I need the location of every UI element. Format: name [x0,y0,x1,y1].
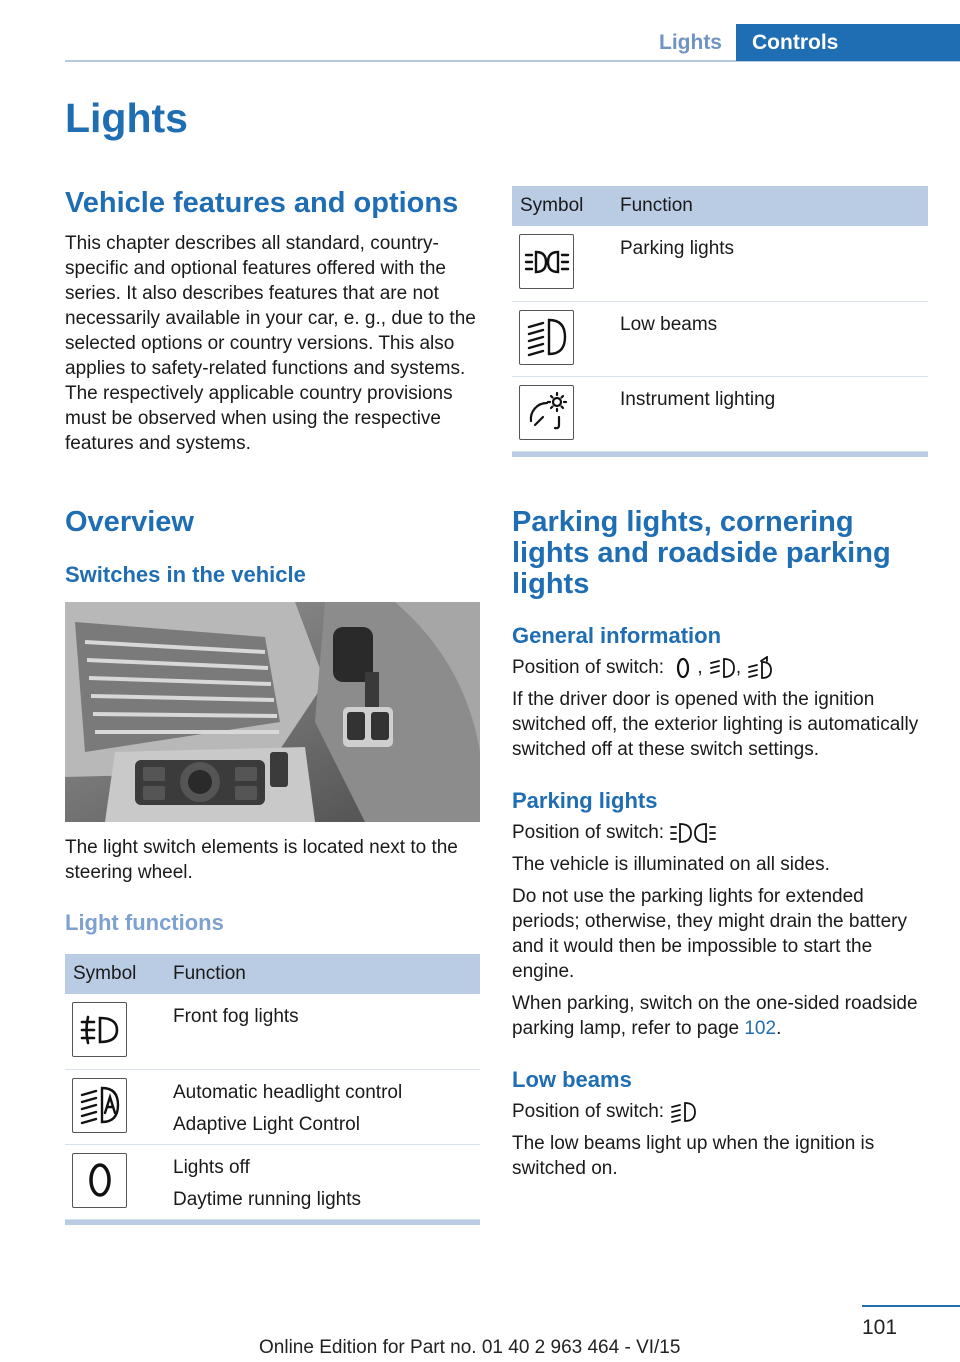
parking-text-2: Do not use the parking lights for extended periods; otherwise, they might drain the battery and it would then be impossible to start the engine. [512,886,907,982]
col-function-header: Function [606,186,928,226]
function-text: Lights off [173,1156,250,1178]
light-functions-heading: Light functions [65,910,224,935]
table-row [512,376,928,451]
overview-heading: Overview [65,506,194,538]
function-text: Daytime running lights [173,1188,361,1210]
light-switch-photo [65,602,480,822]
footer-rule [862,1305,960,1307]
general-information-heading: General information [512,623,722,648]
table-row [65,994,480,1069]
switch-position-label: Position of switch: [512,657,665,678]
col-symbol-header: Symbol [512,186,606,226]
low-beams-switch-position [512,1099,928,1124]
page-number: 101 [862,1316,898,1339]
parking-switch-position [512,820,928,845]
instrument-lighting-icon [519,385,574,440]
low-beams-icon [669,1100,697,1124]
table-row [512,301,928,376]
col-function-header: Function [159,954,480,994]
parking-text-3 [512,991,928,1041]
table-end-rule [512,452,928,457]
parking-lights-icon [708,656,736,680]
general-switch-position [512,655,928,680]
general-text: If the driver door is opened with the ignition switched off, the exterior lighting is automatically switched off at these switch settings. [512,689,919,760]
switches-heading: Switches in the vehicle [65,562,306,587]
function-text: Instrument lighting [620,388,776,410]
dashboard-illustration [65,602,480,822]
col-symbol-header: Symbol [65,954,159,994]
lights-off-icon [72,1153,127,1208]
table-row [512,226,928,301]
parking-lights-icon [519,234,574,289]
parking-text-3-pre: When parking, switch on the one-sided roadside parking lamp, refer to page [512,993,918,1039]
separator-comma: , [735,657,742,678]
light-functions-table [65,954,480,1225]
lights-off-icon [669,656,697,680]
parking-section-heading: Parking lights, cornering lights and roadside parking lights [512,506,891,600]
header-chapter-tab[interactable]: Controls [736,24,960,61]
function-text: Parking lights [620,238,735,259]
parking-text-1: The vehicle is illuminated on all sides. [512,854,830,875]
photo-caption: The light switch elements is located next to the steering wheel. [65,837,458,883]
front-fog-lights-icon [72,1002,127,1057]
switch-position-label: Position of switch: [512,822,665,843]
vehicle-features-heading: Vehicle features and options [65,187,459,219]
switch-position-label: Position of switch: [512,1101,665,1122]
parking-lights-heading: Parking lights [512,788,658,813]
low-beams-heading: Low beams [512,1067,632,1092]
table-end-rule [65,1220,480,1225]
automatic-headlight-icon [72,1078,127,1133]
function-text: Low beams [620,313,718,335]
vehicle-features-text: This chapter describes all standard, country-specific and optional features offered with the series. It also describes features that are not necessarily available in your car, e. g., due to the selected options or country versions. This also applies to safety-related functions and systems. The respectively applicable country provisions must be observed when using the respective features and systems. [65,233,476,454]
function-text: Front fog lights [173,1006,299,1027]
low-beams-icon [519,310,574,365]
table-row [65,1069,480,1144]
page-reference-link[interactable]: 102 [744,1018,777,1039]
parking-lights-icon [669,821,717,845]
light-symbols-table [512,186,928,457]
table-row [65,1144,480,1219]
separator-comma: , [697,657,703,678]
cornering-lights-icon [746,656,774,680]
parking-text-3-post: . [776,1018,782,1039]
page-title: Lights [65,95,188,141]
function-text: Automatic headlight control [173,1081,403,1103]
edition-line: Online Edition for Part no. 01 40 2 963 464 - VI/15 [259,1337,681,1358]
low-beams-text: The low beams light up when the ignition is switched on. [512,1133,875,1179]
function-text: Adaptive Light Control [173,1113,360,1135]
header-section-label[interactable]: Lights [659,31,722,54]
